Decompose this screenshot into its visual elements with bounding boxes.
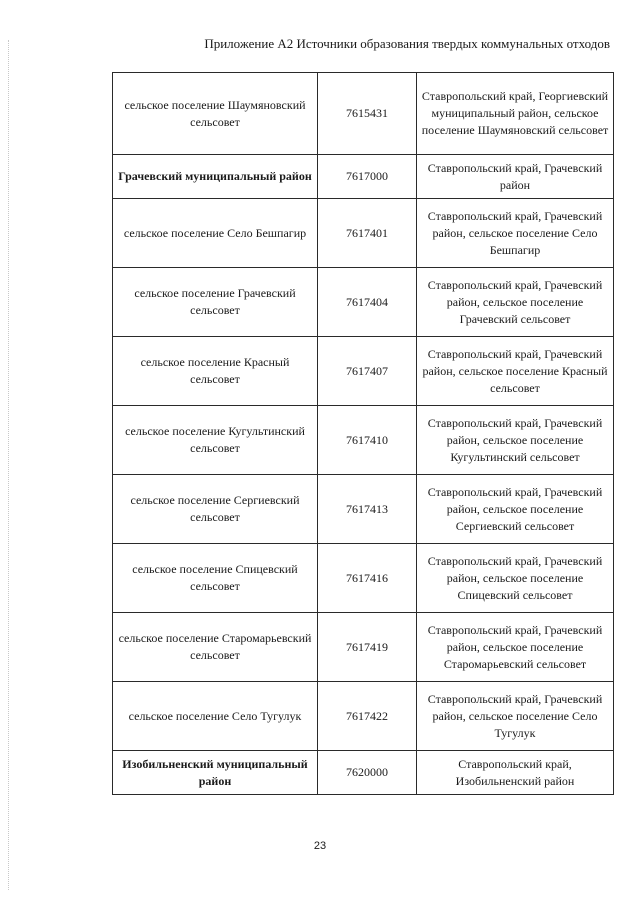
location-cell: Ставропольский край, Изобильненский район <box>417 751 614 795</box>
table-row <box>113 682 614 751</box>
location-cell: Ставропольский край, Грачевский район, сельское поселение Грачевский сельсовет <box>417 268 614 337</box>
location-cell: Ставропольский край, Грачевский район, сельское поселение Красный сельсовет <box>417 337 614 406</box>
table-row <box>113 155 614 199</box>
scan-edge-line <box>8 40 9 890</box>
settlements-table <box>112 72 614 795</box>
table-row <box>113 406 614 475</box>
table-row <box>113 544 614 613</box>
page-number: 23 <box>313 840 327 852</box>
district-name-cell: Изобильненский муниципальный район <box>113 751 318 795</box>
oktmo-code-cell: 7617419 <box>318 613 417 682</box>
oktmo-code-cell: 7617413 <box>318 475 417 544</box>
table-row <box>113 337 614 406</box>
table-row <box>113 751 614 795</box>
oktmo-code-cell: 7615431 <box>318 73 417 155</box>
oktmo-code-cell: 7617407 <box>318 337 417 406</box>
settlement-name-cell: сельское поселение Кугультинский сельсовет <box>113 406 318 475</box>
oktmo-code-cell: 7617410 <box>318 406 417 475</box>
location-cell: Ставропольский край, Грачевский район <box>417 155 614 199</box>
oktmo-code-cell: 7620000 <box>318 751 417 795</box>
settlement-name-cell: сельское поселение Грачевский сельсовет <box>113 268 318 337</box>
district-name-cell: Грачевский муниципальный район <box>113 155 318 199</box>
table-row <box>113 73 614 155</box>
location-cell: Ставропольский край, Грачевский район, сельское поселение Село Тугулук <box>417 682 614 751</box>
table-row <box>113 475 614 544</box>
settlement-name-cell: сельское поселение Красный сельсовет <box>113 337 318 406</box>
oktmo-code-cell: 7617401 <box>318 199 417 268</box>
oktmo-code-cell: 7617000 <box>318 155 417 199</box>
oktmo-code-cell: 7617404 <box>318 268 417 337</box>
oktmo-code-cell: 7617422 <box>318 682 417 751</box>
settlement-name-cell: сельское поселение Шаумяновский сельсовет <box>113 73 318 155</box>
table-row <box>113 613 614 682</box>
settlement-name-cell: сельское поселение Спицевский сельсовет <box>113 544 318 613</box>
location-cell: Ставропольский край, Грачевский район, сельское поселение Село Бешпагир <box>417 199 614 268</box>
settlement-name-cell: сельское поселение Сергиевский сельсовет <box>113 475 318 544</box>
page-header: Приложение А2 Источники образования твердых коммунальных отходов <box>204 36 610 51</box>
location-cell: Ставропольский край, Георгиевский муниципальный район, сельское поселение Шаумяновский сельсовет <box>417 73 614 155</box>
settlement-name-cell: сельское поселение Село Тугулук <box>113 682 318 751</box>
location-cell: Ставропольский край, Грачевский район, сельское поселение Сергиевский сельсовет <box>417 475 614 544</box>
location-cell: Ставропольский край, Грачевский район, сельское поселение Кугультинский сельсовет <box>417 406 614 475</box>
location-cell: Ставропольский край, Грачевский район, сельское поселение Старомарьевский сельсовет <box>417 613 614 682</box>
table-row <box>113 199 614 268</box>
table-row <box>113 268 614 337</box>
location-cell: Ставропольский край, Грачевский район, сельское поселение Спицевский сельсовет <box>417 544 614 613</box>
oktmo-code-cell: 7617416 <box>318 544 417 613</box>
settlement-name-cell: сельское поселение Старомарьевский сельсовет <box>113 613 318 682</box>
settlement-name-cell: сельское поселение Село Бешпагир <box>113 199 318 268</box>
